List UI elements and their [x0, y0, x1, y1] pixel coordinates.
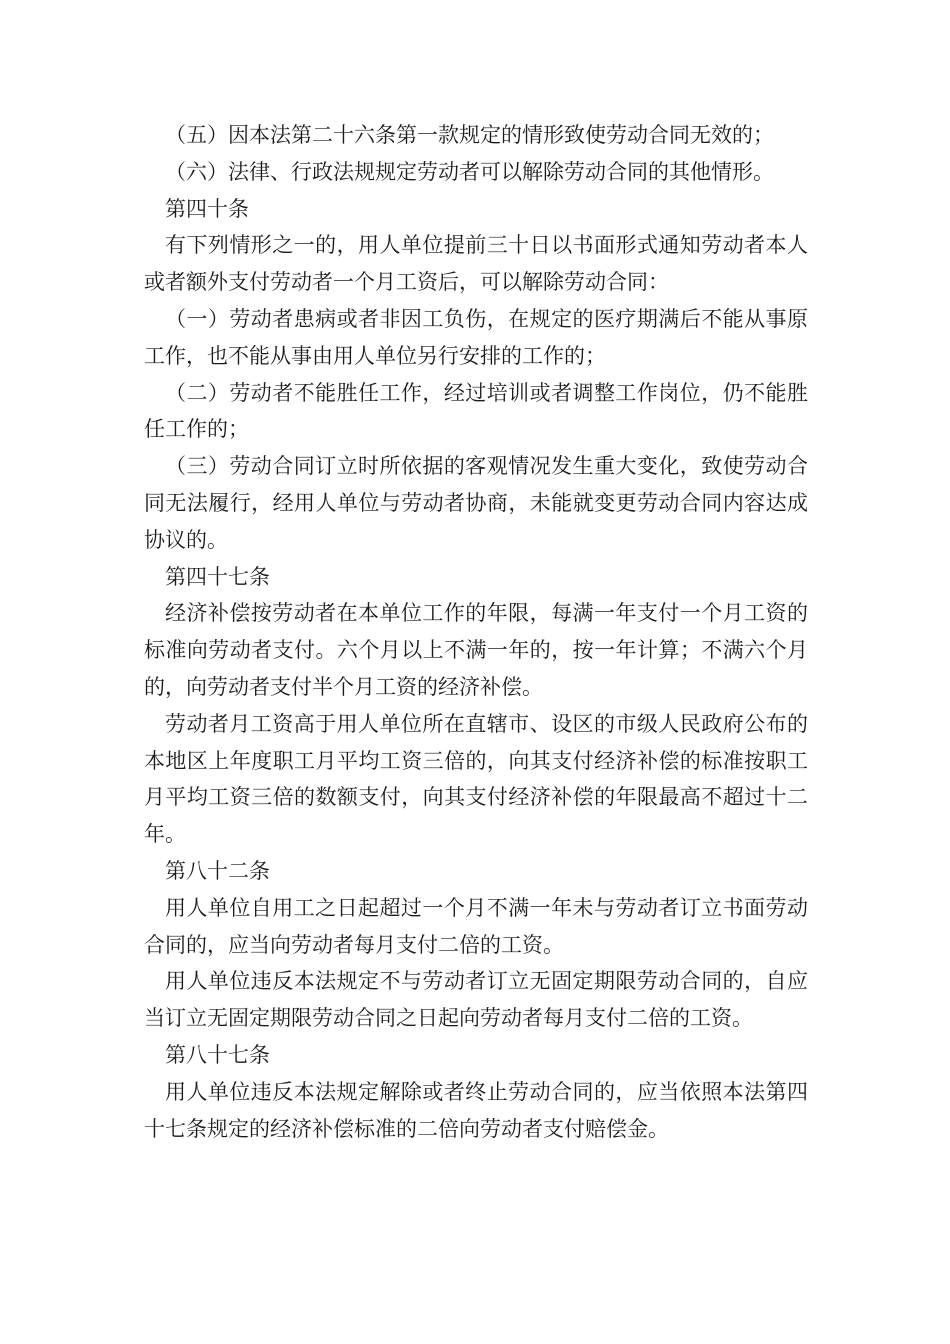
- item-5: （五）因本法第二十六条第一款规定的情形致使劳动合同无效的；: [165, 123, 774, 147]
- article-40-item-2: （二）劳动者不能胜任工作，经过培训或者调整工作岗位，仍不能胜任工作的；: [144, 380, 808, 442]
- article-47-heading: 第四十七条: [165, 564, 270, 589]
- article-82-body-2: 用人单位违反本法规定不与劳动者订立无固定期限劳动合同的，自应当订立无固定期限劳动合同之日起向劳动者每月支付二倍的工资。: [144, 969, 808, 1031]
- article-82-body-1: 用人单位自用工之日起超过一个月不满一年未与劳动者订立书面劳动合同的，应当向劳动者每月支付二倍的工资。: [144, 895, 808, 957]
- article-47-body-2: 劳动者月工资高于用人单位所在直辖市、设区的市级人民政府公布的本地区上年度职工月平均工资三倍的，向其支付经济补偿的标准按职工月平均工资三倍的数额支付，向其支付经济补偿的年限最高不超过十二年。: [144, 711, 808, 847]
- article-82-heading: 第八十二条: [165, 858, 270, 883]
- article-40-heading: 第四十条: [165, 196, 249, 221]
- article-87-heading: 第八十七条: [165, 1042, 270, 1067]
- article-40-body: 有下列情形之一的，用人单位提前三十日以书面形式通知劳动者本人或者额外支付劳动者一个月工资后，可以解除劳动合同：: [144, 233, 808, 295]
- item-6: （六）法律、行政法规规定劳动者可以解除劳动合同的其他情形。: [165, 159, 774, 184]
- article-40-item-3: （三）劳动合同订立时所依据的客观情况发生重大变化，致使劳动合同无法履行，经用人单位与劳动者协商，未能就变更劳动合同内容达成协议的。: [144, 454, 808, 552]
- article-47-body-1: 经济补偿按劳动者在本单位工作的年限，每满一年支付一个月工资的标准向劳动者支付。六个月以上不满一年的，按一年计算；不满六个月的，向劳动者支付半个月工资的经济补偿。: [144, 601, 808, 699]
- document-body: [144, 117, 808, 1147]
- article-87-body: 用人单位违反本法规定解除或者终止劳动合同的，应当依照本法第四十七条规定的经济补偿标准的二倍向劳动者支付赔偿金。: [144, 1079, 808, 1141]
- article-40-item-1: （一）劳动者患病或者非因工负伤，在规定的医疗期满后不能从事原工作，也不能从事由用人单位另行安排的工作的；: [144, 306, 808, 368]
